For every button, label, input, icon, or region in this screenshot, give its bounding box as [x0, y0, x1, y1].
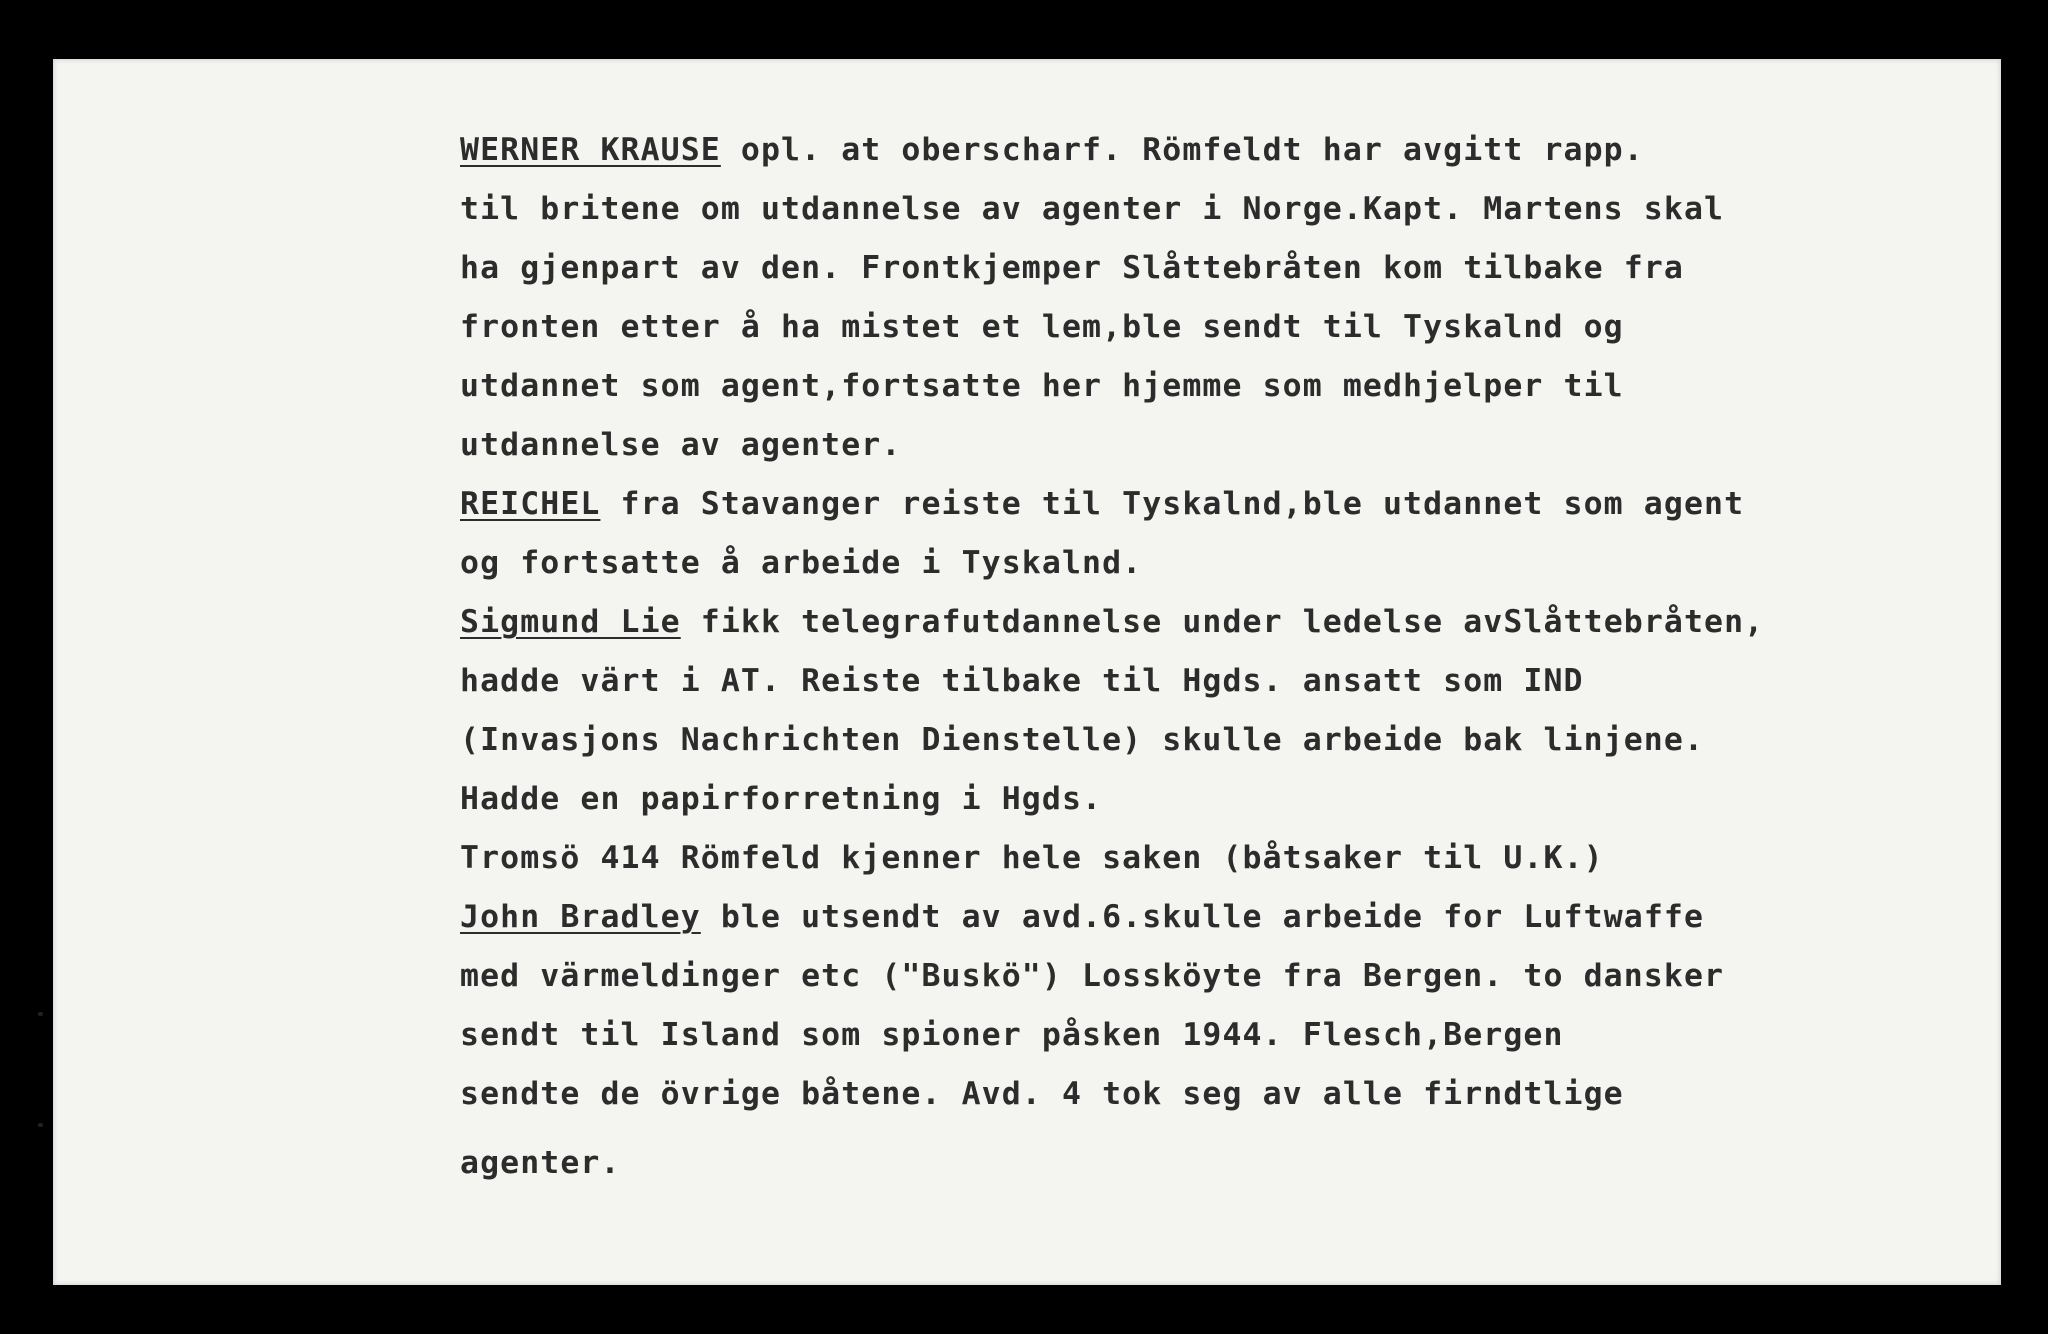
- text-line: utdannet som agent,fortsatte her hjemme som medhjelper til: [460, 368, 1624, 404]
- typewritten-card: [53, 59, 2001, 1285]
- text-line: sendt til Island som spioner påsken 1944. Flesch,Bergen: [460, 1017, 1564, 1053]
- line-text: opl. at oberscharf. Römfeldt har avgitt rapp.: [720, 132, 1644, 168]
- line-text: fikk telegrafutdannelse under ledelse avSlåttebråten,: [680, 604, 1765, 640]
- text-line: og fortsatte å arbeide i Tyskalnd.: [460, 545, 1143, 581]
- line-text: fra Stavanger reiste til Tyskalnd,ble utdannet som agent: [600, 486, 1745, 522]
- text-line: agenter.: [460, 1145, 621, 1181]
- text-line: fronten etter å ha mistet et lem,ble sendt til Tyskalnd og: [460, 309, 1624, 345]
- text-line: [460, 888, 2000, 947]
- text-line: med värmeldinger etc ("Buskö") Lossköyte fra Bergen. to dansker: [460, 958, 1725, 994]
- underlined-name: Sigmund Lie: [460, 604, 681, 640]
- margin-mark: [38, 1012, 43, 1016]
- text-line: hadde värt i AT. Reiste tilbake til Hgds. ansatt som IND: [460, 663, 1584, 699]
- text-line: [460, 121, 2000, 180]
- text-line: [460, 593, 2000, 652]
- underlined-name: John Bradley: [460, 899, 701, 935]
- text-line: utdannelse av agenter.: [460, 427, 902, 463]
- text-line: Tromsö 414 Römfeld kjenner hele saken (båtsaker til U.K.): [460, 840, 1604, 876]
- line-text: ble utsendt av avd.6.skulle arbeide for Luftwaffe: [700, 899, 1705, 935]
- text-line: Hadde en papirforretning i Hgds.: [460, 781, 1103, 817]
- margin-mark: [38, 1123, 43, 1127]
- underlined-name: REICHEL: [460, 486, 601, 522]
- underlined-name: WERNER KRAUSE: [460, 132, 721, 168]
- text-line: [460, 475, 2000, 534]
- typed-text-block: [460, 121, 2000, 1193]
- text-line: (Invasjons Nachrichten Dienstelle) skulle arbeide bak linjene.: [460, 722, 1705, 758]
- text-line: sendte de övrige båtene. Avd. 4 tok seg av alle firndtlige: [460, 1076, 1624, 1112]
- text-line: til britene om utdannelse av agenter i Norge.Kapt. Martens skal: [460, 191, 1725, 227]
- text-line: ha gjenpart av den. Frontkjemper Slåttebråten kom tilbake fra: [460, 250, 1684, 286]
